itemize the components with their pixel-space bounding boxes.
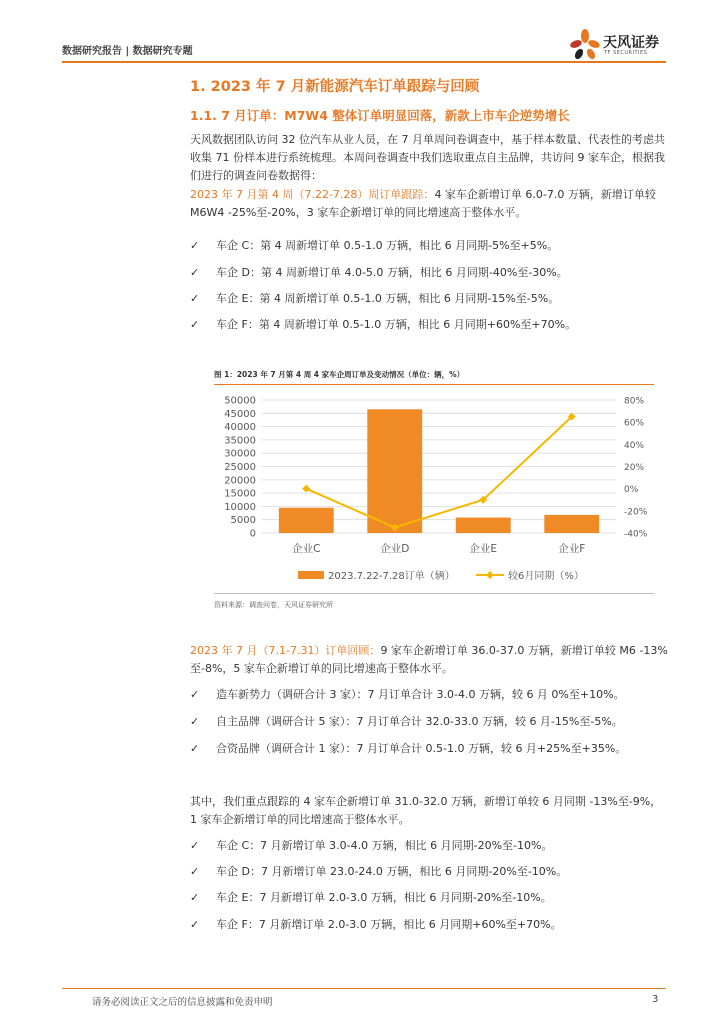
- bullet-text: ：第 4 周新增订单 0.5-1.0 万辆，相比 6 月同期+60%至+70%。: [247, 318, 577, 331]
- check-icon: ✓: [190, 318, 200, 331]
- flower-logo-icon: [568, 28, 602, 62]
- y-left-tick-label: 0: [249, 528, 256, 540]
- check-icon: ✓: [190, 865, 200, 878]
- month-bullet: [190, 713, 623, 729]
- month-bullet: [190, 740, 626, 756]
- y-right-tick-label: -40%: [624, 529, 648, 540]
- tracked-bullet: [190, 863, 567, 879]
- legend-bar-swatch: [298, 571, 324, 579]
- figure-bottom-divider: [214, 593, 654, 594]
- month-bullet: [190, 686, 625, 702]
- check-icon: ✓: [190, 292, 200, 305]
- chart-bar: [456, 518, 511, 533]
- check-icon: ✓: [190, 266, 200, 279]
- check-icon: ✓: [190, 239, 200, 252]
- x-tick-label: 企业C: [292, 543, 321, 555]
- y-left-tick-label: 50000: [224, 395, 256, 407]
- check-icon: ✓: [190, 742, 200, 755]
- header-divider: [62, 61, 666, 63]
- y-right-tick-label: 60%: [624, 418, 645, 429]
- bullet-text: ：第 4 周新增订单 0.5-1.0 万辆，相比 6 月同期-15%至-5%。: [248, 292, 560, 305]
- month-summary-lead: 2023 年 7 月（7.1-7.31）订单回顾：: [190, 644, 381, 657]
- line-point: [302, 485, 310, 493]
- x-tick-label: 企业F: [558, 543, 586, 555]
- y-left-tick-label: 15000: [224, 488, 256, 500]
- bullet-name: 车企 C: [216, 839, 250, 852]
- report-category: 数据研究报告 | 数据研究专题: [62, 46, 193, 57]
- week-summary-lead: 2023 年 7 月第 4 周（7.22-7.28）周订单跟踪：: [190, 188, 435, 201]
- legend-line-label: 较6月同期（%）: [508, 571, 584, 582]
- bullet-name: 车企 C: [216, 239, 250, 252]
- y-left-tick-label: 35000: [224, 435, 256, 447]
- y-right-tick-label: -20%: [624, 507, 648, 518]
- week-summary-text: 4 家车企新增订单 6.0-7.0 万辆，新增订单较 M6W4 -25%至-20%，3 家车企新增订单的同比增速高于整体水平。: [190, 188, 656, 219]
- bullet-text: ：第 4 周新增订单 0.5-1.0 万辆，相比 6 月同期-5%至+5%。: [249, 239, 559, 252]
- y-left-tick-label: 40000: [224, 422, 256, 434]
- legend-line-marker: [486, 571, 494, 579]
- logo-name: 天风证券: [603, 35, 659, 51]
- week-bullet: [190, 264, 568, 280]
- figure-top-divider: [214, 384, 654, 385]
- bullet-name: 自主品牌（调研合计 5 家）: [216, 715, 346, 728]
- week-bullet: [190, 316, 576, 332]
- bullet-name: 车企 D: [216, 266, 250, 279]
- x-tick-label: 企业D: [380, 543, 410, 555]
- bullet-name: 车企 D: [216, 865, 250, 878]
- order-chart: [214, 386, 654, 591]
- logo-subtitle: TF SECURITIES: [604, 50, 648, 56]
- month-summary-text: 9 家车企新增订单 36.0-37.0 万辆，新增订单较 M6 -13%至-8%，5 家车企新增订单的同比增速高于整体水平。: [190, 644, 668, 675]
- legend-bar-label: 2023.7.22-7.28订单（辆）: [328, 571, 455, 582]
- figure-title: 图 1：2023 年 7 月第 4 周 4 家车企周订单及变动情况（单位：辆，%）: [214, 370, 465, 379]
- y-left-tick-label: 25000: [224, 462, 256, 473]
- week-bullet: [190, 290, 559, 306]
- bullet-name: 合资品牌（调研合计 1 家）: [216, 742, 346, 755]
- subsection-title: 1.1. 7 月订单：M7W4 整体订单明显回落，新款上市车企逆势增长: [190, 108, 570, 123]
- y-right-tick-label: 80%: [624, 396, 645, 407]
- bullet-name: 车企 F: [216, 918, 248, 931]
- y-left-tick-label: 30000: [224, 448, 256, 460]
- bullet-name: 车企 F: [216, 318, 248, 331]
- footer-divider: [62, 988, 666, 989]
- week-bullet: [190, 237, 558, 253]
- y-left-tick-label: 5000: [230, 515, 256, 527]
- bullet-name: 车企 E: [216, 292, 249, 305]
- bullet-name: 车企 E: [216, 891, 249, 904]
- bullet-text: ：第 4 周新增订单 4.0-5.0 万辆，相比 6 月同期-40%至-30%。: [249, 266, 568, 279]
- tracked-bullet: [190, 889, 552, 905]
- footer-disclaimer: 请务必阅读正文之后的信息披露和免责申明: [92, 997, 273, 1008]
- y-left-tick-label: 45000: [224, 408, 256, 420]
- bullet-text: ：7 月新增订单 23.0-24.0 万辆，相比 6 月同期-20%至-10%。: [249, 865, 568, 878]
- company-logo: [568, 28, 668, 62]
- bullet-text: ：7 月新增订单 2.0-3.0 万辆，相比 6 月同期-20%至-10%。: [248, 891, 552, 904]
- check-icon: ✓: [190, 918, 200, 931]
- tracked-summary: 其中，我们重点跟踪的 4 家车企新增订单 31.0-32.0 万辆，新增订单较 6 月同期 -13%至-9%，1 家车企新增订单的同比增速高于整体水平。: [190, 795, 662, 826]
- tracked-bullet: [190, 916, 562, 932]
- figure-source: 资料来源：调查问卷，天风证券研究所: [214, 601, 333, 609]
- check-icon: ✓: [190, 715, 200, 728]
- bullet-text: ：7 月新增订单 2.0-3.0 万辆，相比 6 月同期+60%至+70%。: [247, 918, 562, 931]
- week-summary: [190, 186, 668, 222]
- bullet-text: ：7 月订单合计 32.0-33.0 万辆，较 6 月-15%至-5%。: [345, 715, 623, 728]
- intro-paragraph: 天风数据团队访问 32 位汽车从业人员，在 7 月单周问卷调查中，基于样本数量、代表性的考虑共收集 71 份样本进行系统梳理。本周问卷调查中我们选取重点自主品牌，共访问 9 家车企，根据我们进行的调查问卷数据得：: [190, 133, 665, 182]
- y-right-tick-label: 40%: [624, 440, 645, 451]
- section-title: 1. 2023 年 7 月新能源汽车订单跟踪与回顾: [190, 79, 480, 95]
- chart-bar: [367, 409, 422, 533]
- bullet-text: ：7 月订单合计 3.0-4.0 万辆，较 6 月 0%至+10%。: [356, 688, 625, 701]
- chart-bar: [279, 508, 334, 533]
- page-number: 3: [652, 994, 659, 1005]
- check-icon: ✓: [190, 839, 200, 852]
- y-right-tick-label: 0%: [624, 485, 639, 496]
- check-icon: ✓: [190, 891, 200, 904]
- bullet-name: 造车新势力（调研合计 3 家）: [216, 688, 357, 701]
- y-left-tick-label: 10000: [224, 501, 256, 513]
- bullet-text: ：7 月订单合计 0.5-1.0 万辆，较 6 月+25%至+35%。: [345, 742, 627, 755]
- bullet-text: ：7 月新增订单 3.0-4.0 万辆，相比 6 月同期-20%至-10%。: [249, 839, 553, 852]
- series-line: [306, 417, 572, 528]
- y-right-tick-label: 20%: [624, 463, 645, 473]
- month-summary: [190, 642, 668, 678]
- check-icon: ✓: [190, 688, 200, 701]
- tracked-bullet: [190, 837, 552, 853]
- y-left-tick-label: 20000: [224, 475, 256, 487]
- x-tick-label: 企业E: [469, 543, 498, 555]
- chart-bar: [544, 515, 599, 533]
